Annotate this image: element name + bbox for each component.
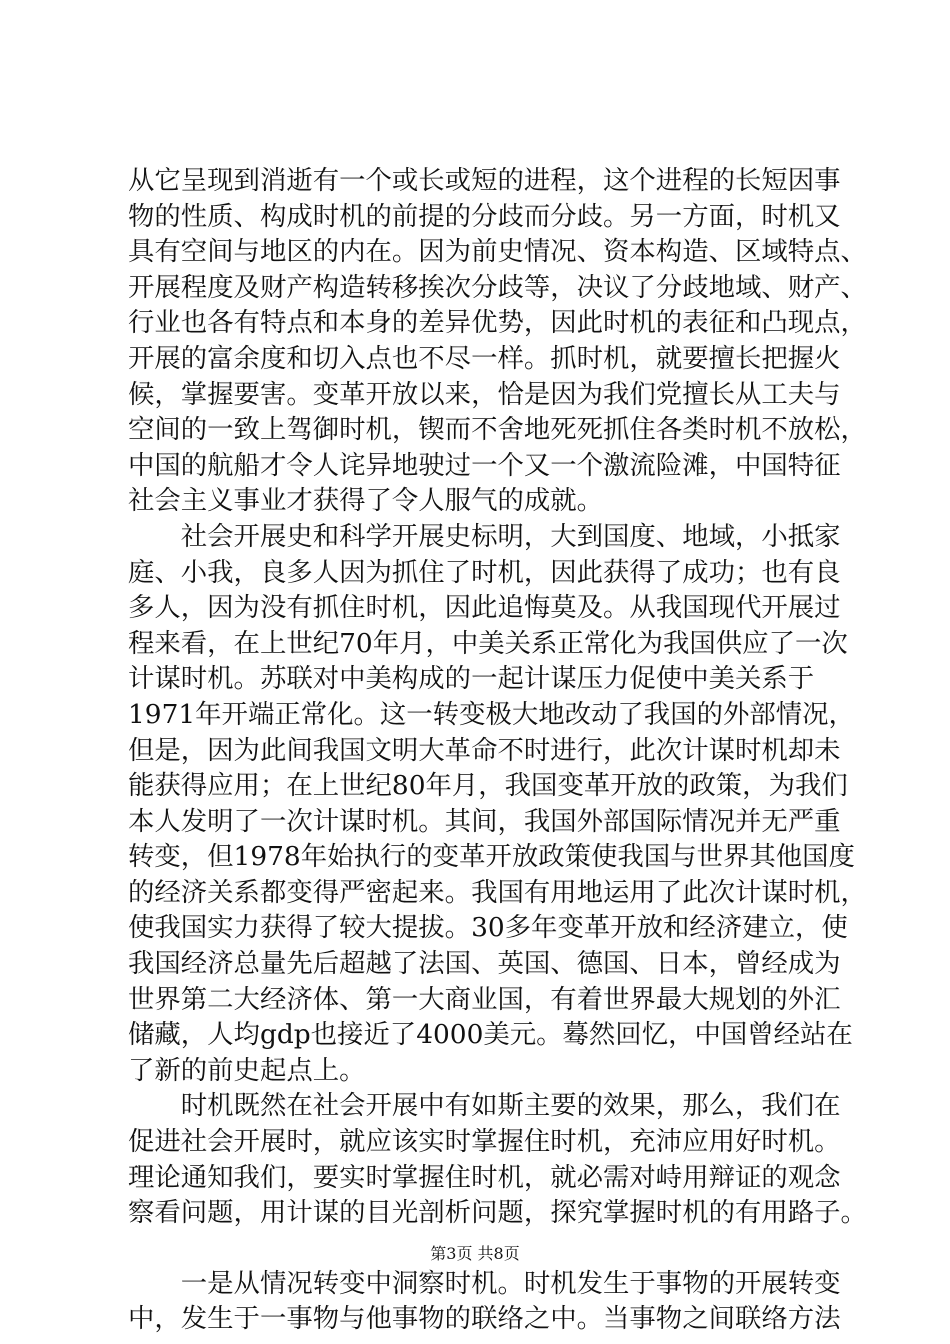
text-line: 一是从情况转变中洞察时机。时机发生于事物的开展转变 (128, 1267, 841, 1299)
text-line: 庭、小我，良多人因为抓住了时机，因此获得了成功；也有良 (128, 556, 841, 588)
text-line: 了新的前史起点上。 (128, 1054, 366, 1086)
text-line: 具有空间与地区的内在。因为前史情况、资本构造、区域特点、 (128, 236, 867, 268)
text-line: 的经济关系都变得严密起来。我国有用地运用了此次计谋时机， (128, 876, 867, 908)
text-line: 转变，但1978年始执行的变革开放政策使我国与世界其他国度 (128, 841, 855, 873)
text-line: 理论通知我们，要实时掌握住时机，就必需对峙用辩证的观念 (128, 1161, 841, 1193)
text-line: 1971年开端正常化。这一转变极大地改动了我国的外部情况， (128, 698, 855, 730)
text-line: 我国经济总量先后超越了法国、英国、德国、日本，曾经成为 (128, 948, 841, 980)
text-line: 程来看，在上世纪70年月，中美关系正常化为我国供应了一次 (128, 627, 848, 659)
text-line: 开展程度及财产构造转移挨次分歧等，决议了分歧地域、财产、 (128, 271, 867, 303)
text-line: 物的性质、构成时机的前提的分歧而分歧。另一方面，时机又 (128, 200, 841, 232)
text-line: 候，掌握要害。变革开放以来，恰是因为我们党擅长从工夫与 (128, 378, 841, 410)
text-line: 社会主义事业才获得了令人服气的成就。 (128, 485, 604, 517)
text-line: 从它呈现到消逝有一个或长或短的进程，这个进程的长短因事 (128, 165, 841, 196)
body-text (128, 163, 867, 1337)
text-line: 时机既然在社会开展中有如斯主要的效果，那么，我们在 (128, 1090, 841, 1122)
text-line: 但是，因为此间我国文明大革命不时进行，此次计谋时机却未 (128, 734, 841, 766)
text-line: 察看问题，用计谋的目光剖析问题，探究掌握时机的有用路子。 (128, 1197, 867, 1229)
text-line: 开展的富余度和切入点也不尽一样。抓时机，就要擅长把握火 (128, 342, 841, 374)
text-line: 社会开展史和科学开展史标明，大到国度、地域，小抵家 (128, 520, 841, 552)
text-line: 本人发明了一次计谋时机。其间，我国外部国际情况并无严重 (128, 805, 841, 837)
text-line: 促进社会开展时，就应该实时掌握住时机，充沛应用好时机。 (128, 1126, 841, 1158)
text-line: 空间的一致上驾御时机，锲而不舍地死死抓住各类时机不放松， (128, 414, 867, 446)
text-line: 能获得应用；在上世纪80年月，我国变革开放的政策，为我们 (128, 770, 848, 802)
text-line: 储藏，人均gdp也接近了4000美元。蓦然回忆，中国曾经站在 (128, 1019, 853, 1051)
text-line: 行业也各有特点和本身的差异优势，因此时机的表征和凸现点， (128, 307, 867, 339)
text-line: 中国的航船才令人诧异地驶过一个又一个激流险滩，中国特征 (128, 449, 841, 481)
text-line: 多人，因为没有抓住时机，因此追悔莫及。从我国现代开展过 (128, 592, 841, 624)
text-line: 中，发生于一事物与他事物的联络之中。当事物之间联络方法 (128, 1303, 841, 1335)
text-line: 使我国实力获得了较大提拔。30多年变革开放和经济建立，使 (128, 912, 848, 944)
text-line: 世界第二大经济体、第一大商业国，有着世界最大规划的外汇 (128, 983, 841, 1015)
text-line: 计谋时机。苏联对中美构成的一起计谋压力促使中美关系于 (128, 663, 815, 695)
page-number-footer: 第3页 共8页 (430, 1244, 520, 1263)
